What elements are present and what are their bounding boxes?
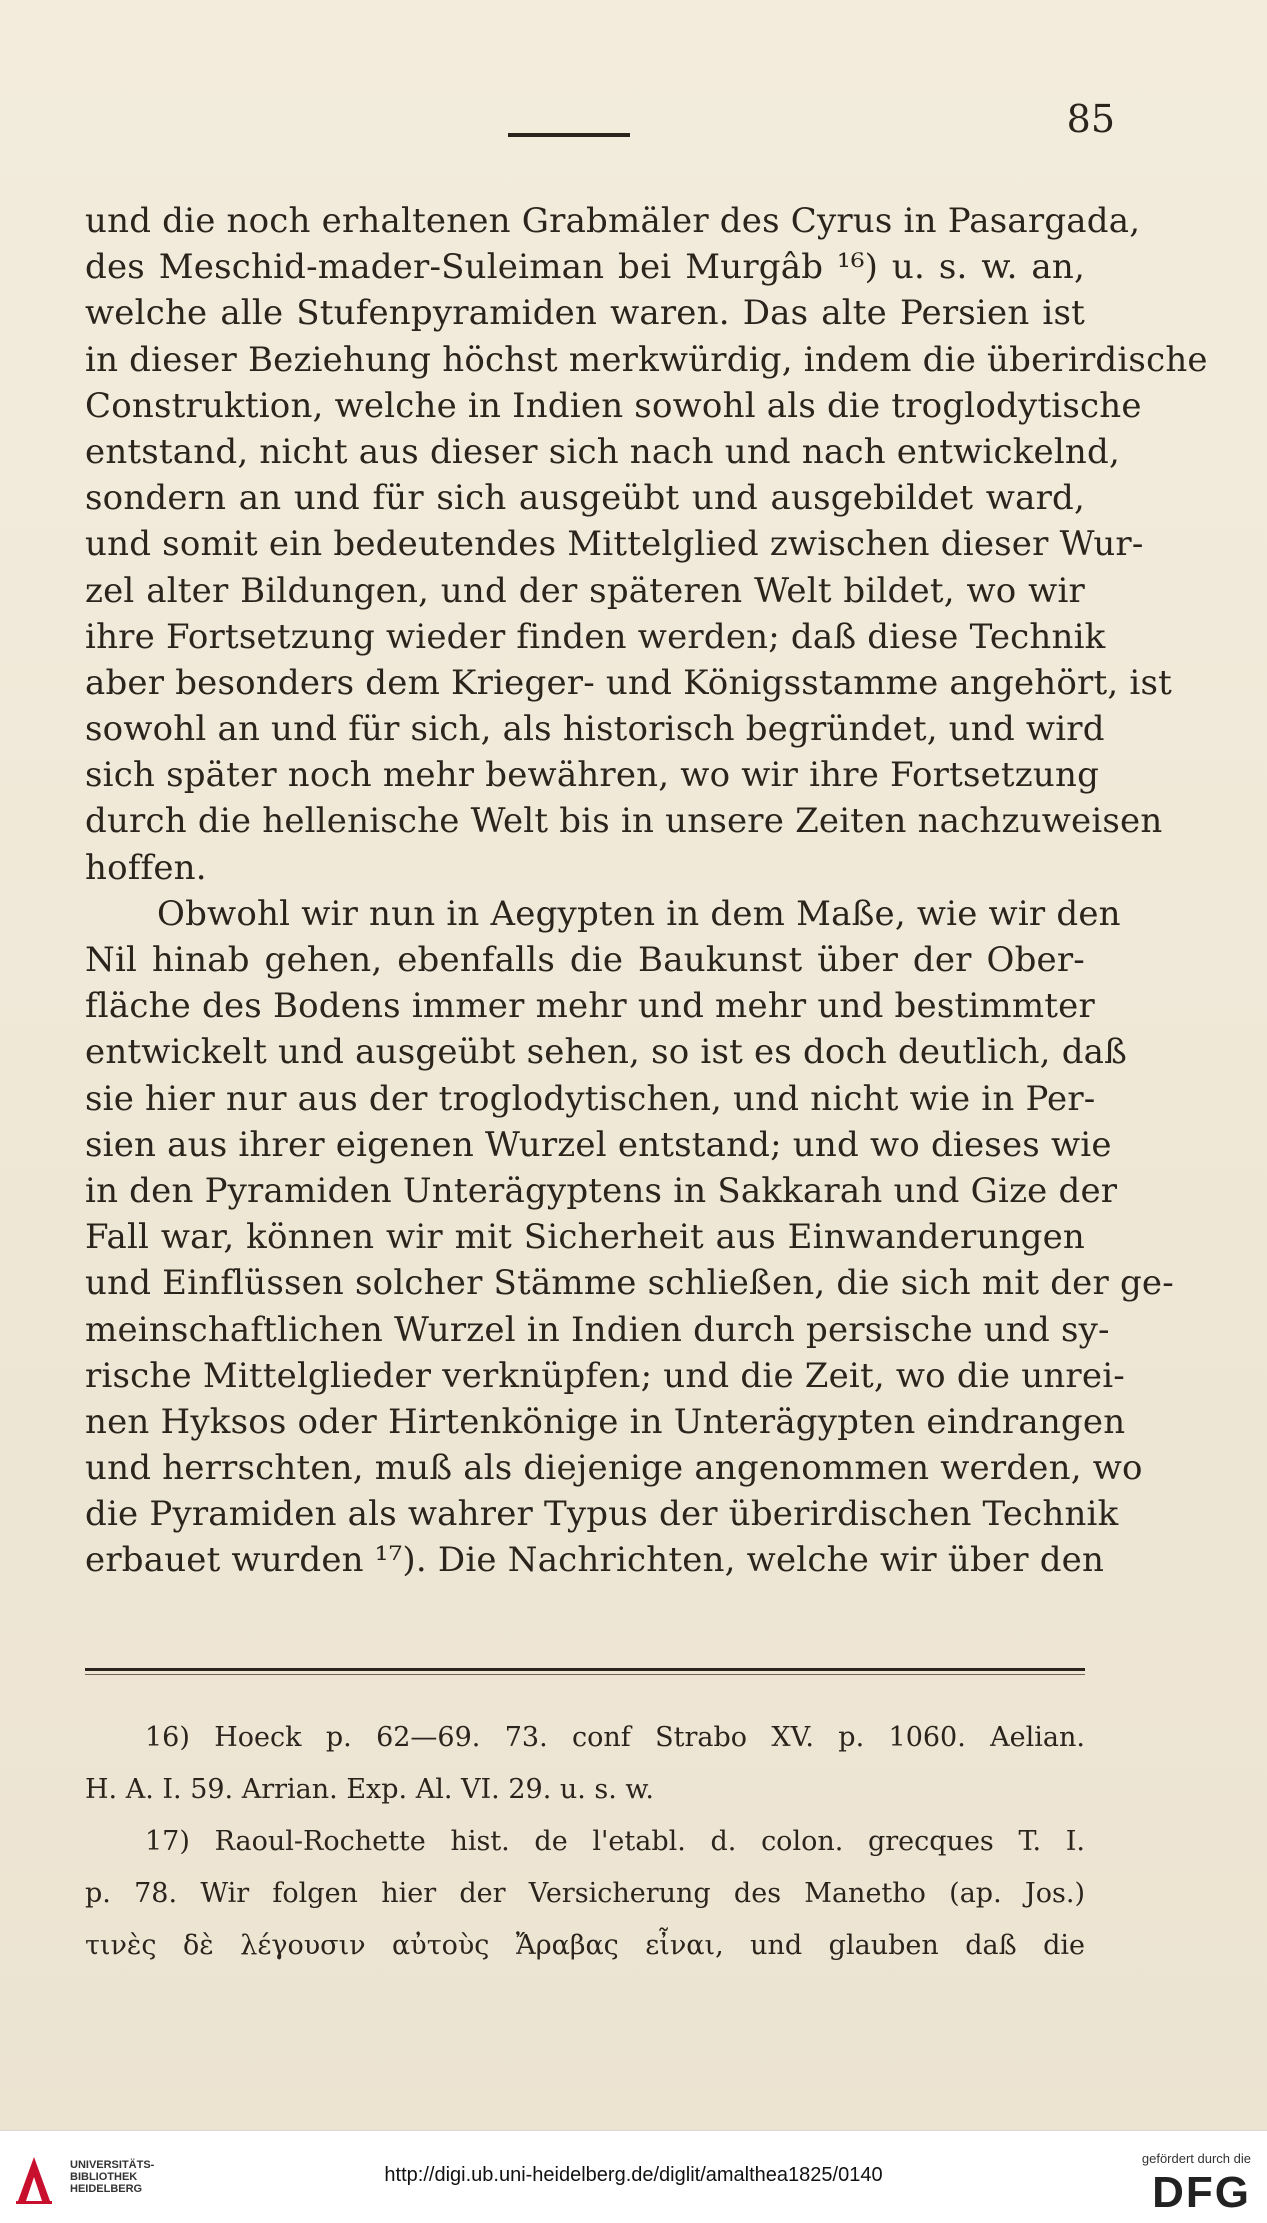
library-name-line: BIBLIOTHEK xyxy=(70,2171,138,2183)
footnotes xyxy=(85,1712,1085,1972)
footnote-line: τινὲς δὲ λέγουσιν αὐτοὺς Ἄραβας εἶναι, und glauben daß die xyxy=(85,1930,1085,1961)
text-line: entstand, nicht aus dieser sich nach und nach entwickelnd, xyxy=(85,431,1120,472)
text-line: welche alle Stufenpyramiden waren. Das alte Persien ist xyxy=(85,293,1085,334)
text-line: ihre Fortsetzung wieder finden werden; daß diese Technik xyxy=(85,616,1106,657)
text-line: rische Mittelglieder verknüpfen; und die Zeit, wo die unrei- xyxy=(85,1355,1125,1396)
text-line: hoffen. xyxy=(85,847,207,888)
text-line: sondern an und für sich ausgeübt und ausgebildet ward, xyxy=(85,478,1085,519)
footnote-line: H. A. I. 59. Arrian. Exp. Al. VI. 29. u. s. w. xyxy=(85,1774,654,1805)
library-name-line: UNIVERSITÄTS- xyxy=(70,2159,155,2171)
text-line: und die noch erhaltenen Grabmäler des Cyrus in Pasargada, xyxy=(85,201,1141,241)
text-line: entwickelt und ausgeübt sehen, so ist es doch deutlich, daß xyxy=(85,1032,1128,1073)
text-line: Nil hinab gehen, ebenfalls die Baukunst über der Ober- xyxy=(85,940,1085,980)
footnote-line: 17) Raoul-Rochette hist. de l'etabl. d. colon. grecques T. I. xyxy=(145,1826,1085,1857)
footnote-rule-thin xyxy=(85,1674,1085,1675)
text-line: aber besonders dem Krieger- und Königsstamme angehört, ist xyxy=(85,662,1172,703)
text-line: die Pyramiden als wahrer Typus der überirdischen Technik xyxy=(85,1494,1119,1535)
header-rule xyxy=(508,133,630,137)
text-line: und somit ein bedeutendes Mittelglied zwischen dieser Wur- xyxy=(85,524,1144,565)
page-number: 85 xyxy=(1066,97,1115,141)
funding-text: gefördert durch die xyxy=(1141,2151,1251,2166)
text-line: sie hier nur aus der troglodytischen, und nicht wie in Per- xyxy=(85,1078,1096,1119)
dfg-logo: DFG xyxy=(1152,2168,1251,2217)
text-line: Construktion, welche in Indien sowohl als die troglodytische xyxy=(85,385,1142,426)
text-line: fläche des Bodens immer mehr und mehr und bestimmter xyxy=(85,986,1095,1027)
text-line: sien aus ihrer eigenen Wurzel entstand; und wo dieses wie xyxy=(85,1124,1112,1165)
library-name-line: HEIDELBERG xyxy=(70,2183,143,2195)
text-line: zel alter Bildungen, und der späteren Welt bildet, wo wir xyxy=(85,570,1085,611)
text-line: Obwohl wir nun in Aegypten in dem Maße, wie wir den xyxy=(157,893,1121,934)
body-text xyxy=(85,198,1208,1584)
text-line: erbauet wurden ¹⁷). Die Nachrichten, welche wir über den xyxy=(85,1540,1105,1581)
text-line: und herrschten, muß als diejenige angenommen werden, wo xyxy=(85,1448,1143,1489)
text-line: in den Pyramiden Unterägyptens in Sakkarah und Gize der xyxy=(85,1170,1118,1211)
text-line: in dieser Beziehung höchst merkwürdig, indem die überirdische xyxy=(85,339,1208,380)
text-line: nen Hyksos oder Hirtenkönige in Unterägypten eindrangen xyxy=(85,1401,1126,1442)
footnote-line: p. 78. Wir folgen hier der Versicherung des Manetho (ap. Jos.) xyxy=(85,1878,1085,1909)
permalink-url[interactable]: http://digi.ub.uni-heidelberg.de/diglit/amalthea1825/0140 xyxy=(384,2164,883,2186)
text-line: Fall war, können wir mit Sicherheit aus Einwanderungen xyxy=(85,1217,1085,1258)
text-line: und Einflüssen solcher Stämme schließen, die sich mit der ge- xyxy=(85,1263,1174,1304)
footnote-line: 16) Hoeck p. 62—69. 73. conf Strabo XV. p. 1060. Aelian. xyxy=(145,1722,1085,1753)
text-line: sich später noch mehr bewähren, wo wir ihre Fortsetzung xyxy=(85,755,1100,796)
text-line: sowohl an und für sich, als historisch begründet, und wird xyxy=(85,709,1105,750)
viewer-footer xyxy=(0,2130,1267,2223)
text-line: durch die hellenische Welt bis in unsere Zeiten nachzuweisen xyxy=(85,801,1163,842)
footnote-rule xyxy=(85,1668,1085,1671)
text-line: meinschaftlichen Wurzel in Indien durch persische und sy- xyxy=(85,1309,1110,1350)
text-line: des Meschid-mader-Suleiman bei Murgâb ¹⁶) u. s. w. an, xyxy=(85,247,1085,288)
